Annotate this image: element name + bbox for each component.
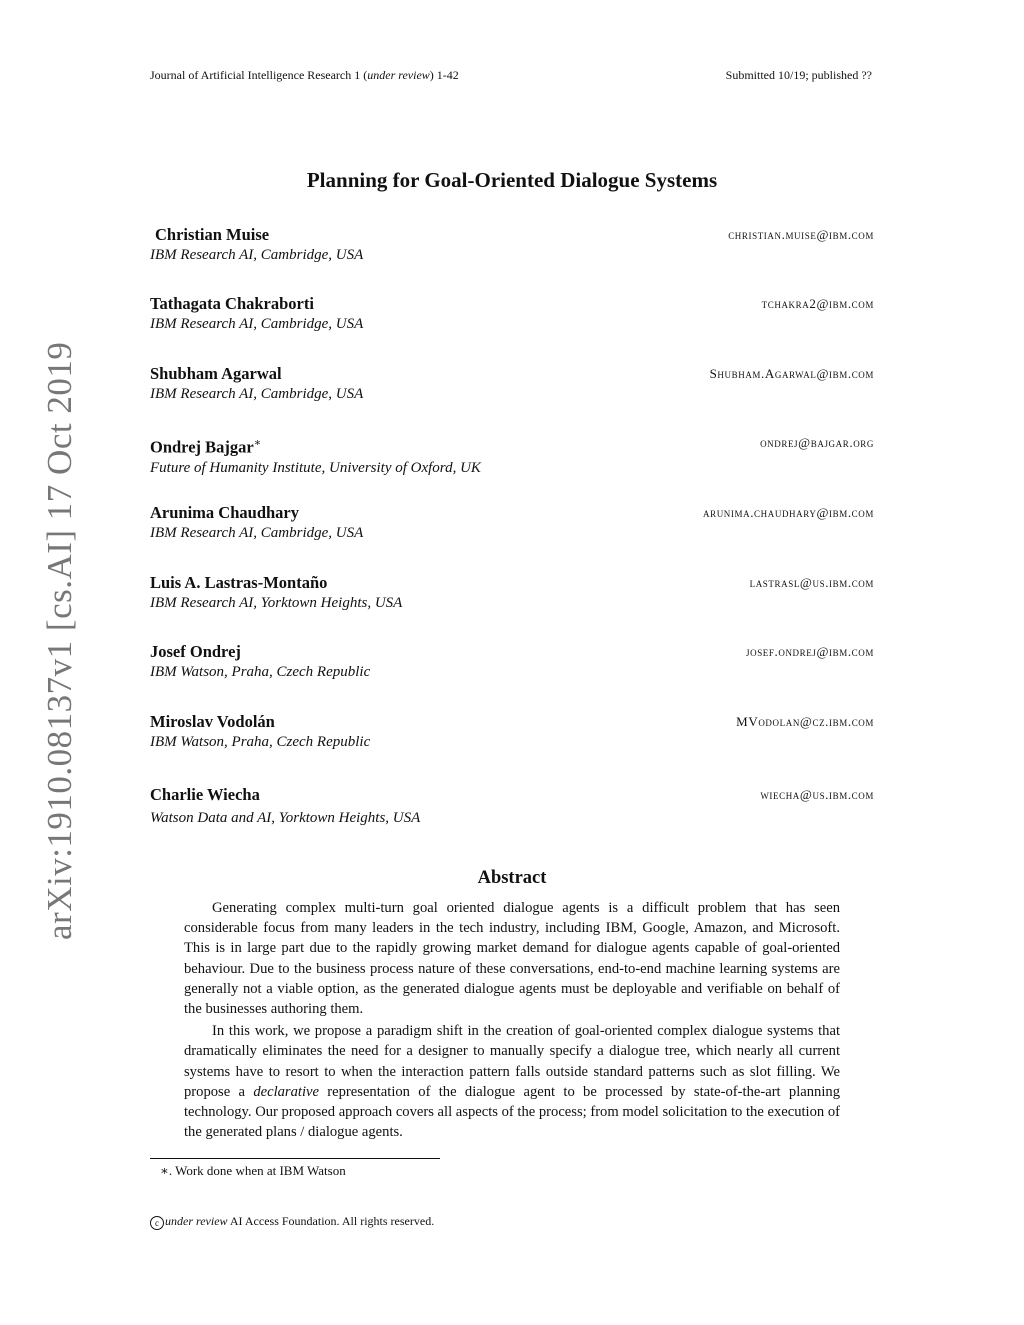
author-name: Ondrej Bajgar <box>150 437 254 457</box>
author-name: Arunima Chaudhary <box>150 503 299 522</box>
author-affiliation: IBM Research AI, Cambridge, USA <box>150 247 364 263</box>
author-name: Charlie Wiecha <box>150 785 260 804</box>
author-block <box>150 642 874 682</box>
journal-header: Journal of Artificial Intelligence Research 1 (under review) 1-42 <box>150 68 459 82</box>
author-email: MVodolan@cz.ibm.com <box>736 714 874 729</box>
abstract-paragraph: Generating complex multi-turn goal oriented dialogue agents is a difficult problem that has seen considerable focus from many leaders in the tech industry, including IBM, Google, Amazon, and Microsoft. This is in large part due to the rapidly growing market demand for dialogue agents capable of goal-oriented behaviour. Due to the business process nature of these conversations, end-to-end machine learning systems are generally not a viable option, as the generated dialogue agents must be deployable and verifiable on behalf of the businesses authoring them. <box>184 900 840 1018</box>
author-name: Josef Ondrej <box>150 642 241 661</box>
author-block <box>150 364 874 404</box>
author-email: arunima.chaudhary@ibm.com <box>703 505 874 520</box>
author-email: lastrasl@us.ibm.com <box>749 575 874 590</box>
author-name: Tathagata Chakraborti <box>150 294 314 313</box>
abstract-body <box>184 898 840 1142</box>
author-affiliation: IBM Research AI, Cambridge, USA <box>150 386 364 402</box>
author-block <box>150 433 874 478</box>
author-email: Shubham.Agarwal@ibm.com <box>709 366 874 381</box>
author-block <box>150 785 874 828</box>
author-block <box>150 294 874 334</box>
author-affiliation: Future of Humanity Institute, University of Oxford, UK <box>150 459 481 476</box>
author-email: tchakra2@ibm.com <box>761 296 874 311</box>
abstract-heading: Abstract <box>477 868 547 888</box>
author-affiliation: IBM Research AI, Cambridge, USA <box>150 316 364 332</box>
author-affiliation: IBM Research AI, Yorktown Heights, USA <box>150 595 403 611</box>
author-email: ondrej@bajgar.org <box>760 435 874 450</box>
author-name: Shubham Agarwal <box>150 364 282 383</box>
footnote-marker: ∗ <box>253 437 262 449</box>
arxiv-identifier: arXiv:1910.08137v1 [cs.AI] 17 Oct 2019 <box>40 341 79 940</box>
author-email: wiecha@us.ibm.com <box>760 787 874 802</box>
author-block <box>150 225 874 265</box>
author-name: Miroslav Vodolán <box>150 712 275 731</box>
author-affiliation: IBM Watson, Praha, Czech Republic <box>150 664 371 680</box>
author-affiliation: IBM Watson, Praha, Czech Republic <box>150 734 371 750</box>
author-name: Christian Muise <box>155 225 270 244</box>
submission-dates: Submitted 10/19; published ?? <box>725 68 872 82</box>
copyright-line: c under review AI Access Foundation. All rights reserved. <box>150 1214 434 1230</box>
author-affiliation: Watson Data and AI, Yorktown Heights, USA <box>150 810 421 826</box>
author-name: Luis A. Lastras-Montaño <box>150 573 328 592</box>
author-email: josef.ondrej@ibm.com <box>746 644 874 659</box>
copyright-icon: c <box>150 1216 164 1230</box>
paper-title: Planning for Goal-Oriented Dialogue Systems <box>306 168 718 192</box>
footnote: ∗. Work done when at IBM Watson <box>160 1163 346 1178</box>
abstract-paragraph: In this work, we propose a paradigm shift in the creation of goal-oriented complex dialogue systems that dramatically eliminates the need for a designer to manually specify a dialogue tree, which nearly all current systems have to resort to when the interaction pattern falls outside standard patterns such as slot filling. We propose a declarative representation of the dialogue agent to be processed by state-of-the-art planning technology. Our proposed approach covers all aspects of the process; from model solicitation to the execution of the generated plans / dialogue agents. <box>184 1023 841 1141</box>
author-email: christian.muise@ibm.com <box>728 227 874 242</box>
author-affiliation: IBM Research AI, Cambridge, USA <box>150 525 364 541</box>
footnote-rule <box>150 1158 440 1159</box>
author-block <box>150 503 874 543</box>
author-block <box>150 573 874 613</box>
author-block <box>150 712 874 752</box>
